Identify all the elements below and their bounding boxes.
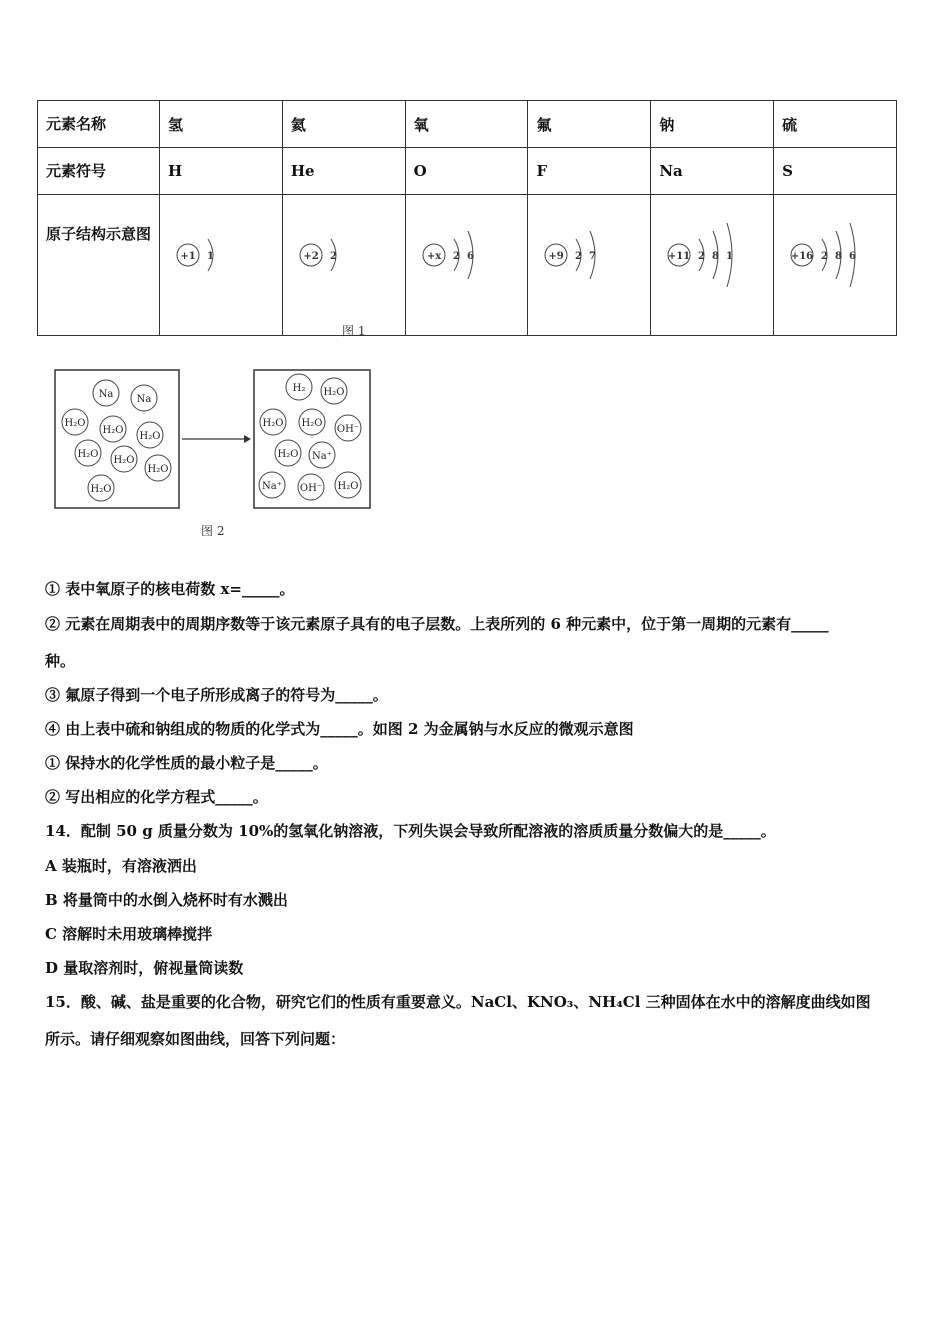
- particle-label: OH⁻: [299, 483, 323, 494]
- nucleus-charge: +16: [790, 251, 814, 262]
- nucleus-charge: +1: [180, 251, 196, 262]
- atom-cell: [405, 195, 528, 336]
- question-line: 所示。请仔细观察如图曲线，回答下列问题：: [45, 1030, 346, 1048]
- element-symbol: H: [160, 148, 283, 195]
- row-label: 原子结构示意图: [38, 195, 160, 336]
- element-symbol: F: [528, 148, 651, 195]
- element-name: 氢: [160, 101, 283, 148]
- particle-label: H₂O: [77, 449, 99, 460]
- particle-label: H₂O: [262, 418, 284, 429]
- row-label: 元素名称: [38, 101, 160, 148]
- question-line: 15．酸、碱、盐是重要的化合物，研究它们的性质有重要意义。NaCl、KNO₃、NH₄Cl 三种固体在水中的溶解度曲线如图: [45, 993, 871, 1011]
- electron-count: 6: [849, 251, 857, 262]
- before-particles: [62, 380, 171, 501]
- particle-label: H₂O: [113, 455, 135, 466]
- electron-count: 2: [698, 251, 706, 262]
- option-line: C 溶解时未用玻璃棒搅拌: [45, 925, 213, 943]
- atom-cell: [528, 195, 651, 336]
- electron-count: 2: [821, 251, 829, 262]
- atom-cell: [282, 195, 405, 336]
- atom-cell: [160, 195, 283, 336]
- row-label: 元素符号: [38, 148, 160, 195]
- particle-label: H₂O: [90, 484, 112, 495]
- element-name: 氟: [528, 101, 651, 148]
- particle-label: H₂O: [337, 481, 359, 492]
- electron-count: 1: [726, 251, 734, 262]
- element-symbol: S: [774, 148, 897, 195]
- atom-structure-diagram: [283, 205, 405, 325]
- electron-count: 8: [835, 251, 843, 262]
- atom-cell: [651, 195, 774, 336]
- nucleus-charge: +9: [548, 251, 565, 262]
- option-line: B 将量筒中的水倒入烧杯时有水溅出: [45, 891, 288, 909]
- particle-label: H₂O: [102, 425, 124, 436]
- nucleus-charge: +11: [668, 251, 691, 262]
- table-row: [38, 148, 897, 195]
- nucleus-charge: +2: [303, 251, 319, 262]
- option-line: A 装瓶时，有溶液洒出: [45, 857, 197, 875]
- particle-label: Na: [136, 394, 152, 405]
- particle-label: OH⁻: [336, 424, 360, 435]
- electron-count: 2: [452, 251, 460, 262]
- table-row: [38, 195, 897, 336]
- question-line: 14．配制 50 g 质量分数为 10%的氢氧化钠溶液，下列失误会导致所配溶液的溶质质量分数偏大的是_____。: [45, 822, 776, 840]
- particle-label: Na⁺: [262, 481, 282, 492]
- atom-structure-diagram: [528, 205, 650, 325]
- particle-label: Na⁺: [312, 451, 332, 462]
- electron-count: 1: [207, 251, 214, 262]
- figure-2-caption: 图 2: [201, 524, 225, 538]
- element-name: 氧: [405, 101, 528, 148]
- question-line: ④ 由上表中硫和钠组成的物质的化学式为_____。如图 2 为金属钠与水反应的微观示意图: [45, 720, 634, 738]
- particle-label: H₂O: [277, 449, 299, 460]
- particle-label: H₂: [292, 383, 306, 394]
- electron-count: 6: [466, 251, 474, 262]
- particle-label: H₂O: [64, 418, 86, 429]
- particle-label: Na: [98, 389, 114, 400]
- electron-count: 2: [329, 251, 337, 262]
- question-line: ① 表中氧原子的核电荷数 x=_____。: [45, 580, 295, 598]
- element-symbol: He: [282, 148, 405, 195]
- question-line: ③ 氟原子得到一个电子所形成离子的符号为_____。: [45, 686, 388, 704]
- question-line: ② 写出相应的化学方程式_____。: [45, 788, 268, 806]
- option-line: D 量取溶剂时，俯视量筒读数: [45, 959, 244, 977]
- atom-structure-diagram: [406, 205, 528, 325]
- reaction-micro-diagram: [50, 365, 380, 515]
- question-line: 种。: [45, 652, 76, 670]
- electron-count: 8: [712, 251, 720, 262]
- figure-1-caption: 图 1: [342, 324, 366, 338]
- element-symbol: Na: [651, 148, 774, 195]
- particle-label: H₂O: [139, 431, 161, 442]
- question-line: ① 保持水的化学性质的最小粒子是_____。: [45, 754, 328, 772]
- atom-cell: [774, 195, 897, 336]
- atom-structure-diagram: [651, 205, 773, 325]
- atom-structure-diagram: [160, 205, 282, 325]
- question-line: ② 元素在周期表中的周期序数等于该元素原子具有的电子层数。上表所列的 6 种元素中，位于第一周期的元素有_____: [45, 615, 829, 633]
- element-symbol: O: [405, 148, 528, 195]
- particle-label: H₂O: [301, 418, 323, 429]
- atom-structure-diagram: [774, 205, 896, 325]
- element-name: 氦: [282, 101, 405, 148]
- element-table: [37, 100, 897, 336]
- electron-count: 7: [589, 251, 597, 262]
- element-name: 钠: [651, 101, 774, 148]
- particle-label: H₂O: [147, 464, 169, 475]
- arrow-head-icon: [244, 435, 251, 443]
- element-name: 硫: [774, 101, 897, 148]
- particle-label: H₂O: [323, 387, 345, 398]
- table-row: [38, 101, 897, 148]
- after-particles: [259, 374, 361, 500]
- nucleus-charge: +x: [426, 251, 441, 262]
- electron-count: 2: [575, 251, 583, 262]
